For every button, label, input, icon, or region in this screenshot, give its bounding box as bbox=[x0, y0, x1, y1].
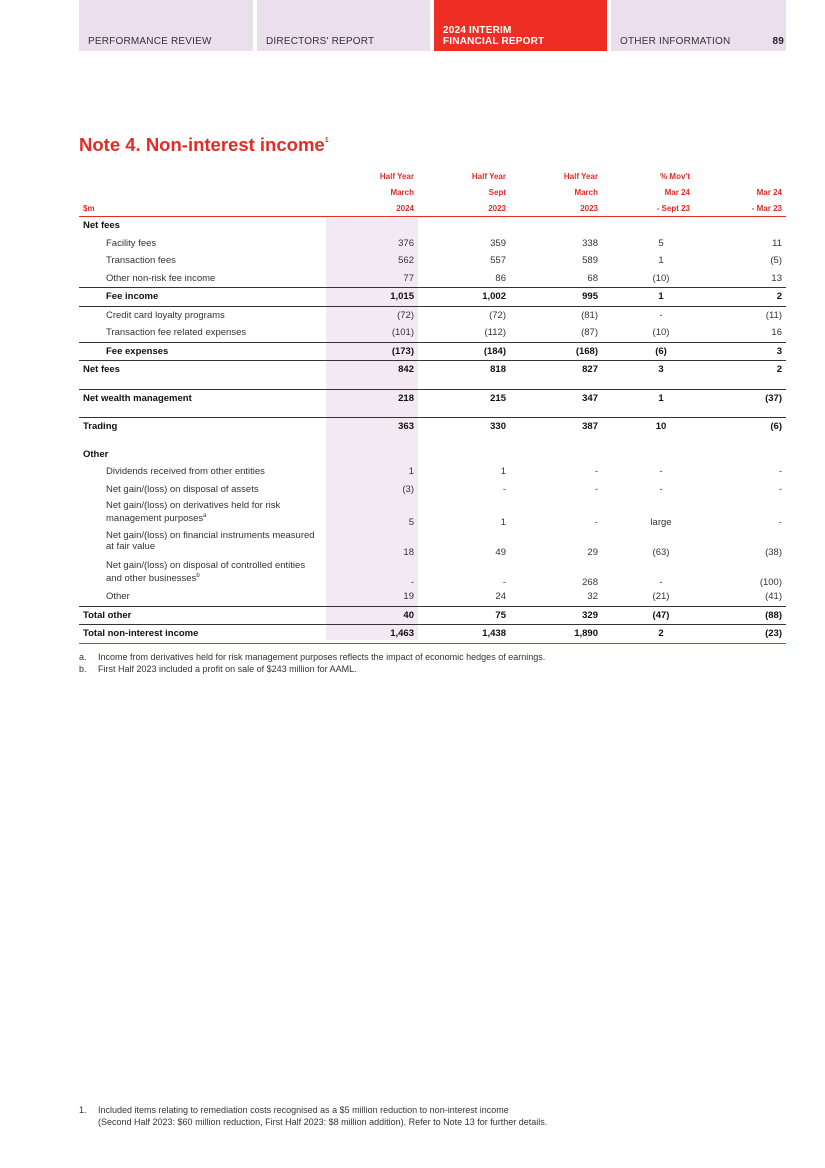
value-cell: 68 bbox=[587, 272, 598, 284]
row-footnote-marker: b bbox=[196, 573, 200, 579]
value-cell: - bbox=[778, 517, 782, 528]
value-cell: - bbox=[659, 577, 663, 588]
row-label bbox=[79, 389, 326, 407]
value-cell: 3 bbox=[602, 361, 694, 379]
row-label bbox=[79, 558, 326, 588]
row-label-text: Other bbox=[106, 591, 130, 603]
page-footnote-key: 1. bbox=[79, 1105, 87, 1115]
row-label-text: Dividends received from other entities bbox=[106, 466, 265, 478]
value-cell: 11 bbox=[772, 237, 782, 249]
value-cell: 40 bbox=[326, 606, 418, 625]
row-label bbox=[79, 270, 326, 288]
value-cell bbox=[326, 217, 418, 235]
value-cell: 16 bbox=[771, 327, 782, 339]
table-note bbox=[79, 651, 545, 663]
value-cell: 86 bbox=[495, 272, 506, 284]
value-cell: large bbox=[650, 517, 672, 528]
value-cell: 49 bbox=[495, 547, 506, 558]
row-label bbox=[79, 235, 326, 253]
table-row bbox=[79, 463, 786, 481]
value-cell: 1 bbox=[500, 517, 506, 528]
value-cell: 10 bbox=[602, 418, 694, 436]
row-label-text: Fee expenses bbox=[106, 345, 169, 357]
value-cell: (6) bbox=[694, 418, 786, 436]
value-cell bbox=[326, 446, 418, 464]
row-label bbox=[79, 418, 326, 436]
table-row bbox=[79, 606, 786, 625]
value-cell: 13 bbox=[771, 272, 782, 284]
value-cell: (38) bbox=[765, 547, 782, 558]
table-row bbox=[79, 217, 786, 235]
row-label-text: Net gain/(loss) on disposal of assets bbox=[106, 483, 259, 495]
note-key: a. bbox=[79, 652, 87, 662]
value-cell bbox=[418, 446, 510, 464]
value-cell: 1 bbox=[602, 389, 694, 407]
row-footnote-marker: a bbox=[203, 513, 207, 519]
value-cell: (168) bbox=[510, 342, 602, 361]
row-label-text: Total other bbox=[83, 609, 132, 621]
value-cell: - bbox=[594, 517, 598, 528]
note-title bbox=[79, 134, 329, 156]
value-cell: (6) bbox=[602, 342, 694, 361]
value-cell: - bbox=[659, 483, 663, 495]
value-cell: 827 bbox=[510, 361, 602, 379]
row-spacer bbox=[79, 407, 786, 418]
value-cell: 557 bbox=[490, 255, 506, 267]
value-cell: - bbox=[502, 483, 506, 495]
row-label bbox=[79, 481, 326, 499]
value-cell bbox=[510, 217, 602, 235]
header-col1-line1: Half Year bbox=[379, 171, 414, 181]
value-cell: 2 bbox=[694, 361, 786, 379]
row-label-text: Other bbox=[83, 448, 109, 460]
value-cell: - bbox=[594, 483, 598, 495]
value-cell: 589 bbox=[582, 255, 598, 267]
header-col3-line2: March bbox=[574, 187, 598, 197]
row-label bbox=[79, 625, 326, 644]
title-footnote-marker: 1 bbox=[324, 137, 329, 144]
value-cell: (10) bbox=[652, 272, 670, 284]
value-cell: (112) bbox=[484, 327, 506, 339]
row-label-text: Other non-risk fee income bbox=[106, 272, 216, 284]
value-cell: 1 bbox=[408, 466, 414, 478]
table-row bbox=[79, 528, 786, 558]
value-cell: (72) bbox=[418, 306, 510, 324]
row-spacer bbox=[79, 436, 786, 446]
value-cell: 32 bbox=[587, 591, 598, 603]
value-cell: 1,463 bbox=[326, 625, 418, 644]
value-cell: 1,015 bbox=[326, 288, 418, 307]
row-label bbox=[79, 498, 326, 528]
value-cell bbox=[510, 446, 602, 464]
value-cell: - bbox=[502, 577, 506, 588]
header-cell bbox=[79, 184, 326, 200]
row-label bbox=[79, 361, 326, 379]
value-cell: 215 bbox=[418, 389, 510, 407]
table-notes bbox=[79, 651, 545, 675]
value-cell: 19 bbox=[403, 591, 414, 603]
table-row bbox=[79, 558, 786, 588]
table-note bbox=[79, 663, 545, 675]
page-footnote-line1: Included items relating to remediation costs recognised as a $5 million reduction to non-interest income bbox=[98, 1105, 509, 1115]
header-cell bbox=[79, 168, 326, 184]
value-cell: 1,002 bbox=[418, 288, 510, 307]
value-cell: 330 bbox=[418, 418, 510, 436]
row-label-text: Total non-interest income bbox=[83, 628, 199, 640]
page-number: 89 bbox=[772, 36, 784, 47]
value-cell bbox=[694, 446, 786, 464]
row-label-text: Net gain/(loss) on derivatives held for risk management purposes bbox=[106, 500, 281, 525]
value-cell: 359 bbox=[490, 237, 506, 249]
header-col4-line2: - Sept 23 bbox=[602, 200, 694, 217]
value-cell: 818 bbox=[418, 361, 510, 379]
value-cell: 29 bbox=[587, 547, 598, 558]
row-label-text: Fee income bbox=[106, 291, 159, 303]
value-cell: 3 bbox=[694, 342, 786, 361]
table-row bbox=[79, 288, 786, 307]
value-cell: (10) bbox=[652, 327, 670, 339]
value-cell: 5 bbox=[408, 517, 414, 528]
spacer-cell bbox=[79, 407, 786, 418]
value-cell: (173) bbox=[326, 342, 418, 361]
header-col4-line1: Mar 24 bbox=[664, 187, 690, 197]
value-cell: 842 bbox=[326, 361, 418, 379]
table-row bbox=[79, 235, 786, 253]
value-cell bbox=[602, 446, 694, 464]
value-cell bbox=[418, 217, 510, 235]
value-cell: - bbox=[778, 466, 782, 478]
row-label bbox=[79, 342, 326, 361]
table-row bbox=[79, 625, 786, 644]
spacer-cell bbox=[79, 436, 786, 446]
value-cell bbox=[694, 217, 786, 235]
value-cell: 1,438 bbox=[418, 625, 510, 644]
nav-tab-interim-financial-report[interactable] bbox=[434, 0, 607, 51]
header-col5-line1: Mar 24 bbox=[756, 187, 782, 197]
note-text: First Half 2023 included a profit on sale of $243 million for AAML. bbox=[98, 664, 357, 674]
table-row bbox=[79, 588, 786, 606]
nav-tab-label: DIRECTORS' REPORT bbox=[266, 36, 375, 47]
note-title-text: Note 4. Non-interest income bbox=[79, 134, 325, 155]
value-cell: 2 bbox=[694, 288, 786, 307]
row-label bbox=[79, 528, 326, 558]
row-label-text: Transaction fee related expenses bbox=[106, 327, 247, 339]
table-row bbox=[79, 361, 786, 379]
table-row bbox=[79, 252, 786, 270]
row-spacer bbox=[79, 379, 786, 390]
row-label bbox=[79, 306, 326, 324]
header-col2-line3: 2023 bbox=[418, 200, 510, 217]
value-cell: 1,890 bbox=[510, 625, 602, 644]
nav-tab-label: OTHER INFORMATION bbox=[620, 36, 731, 47]
top-navigation bbox=[79, 0, 786, 51]
value-cell: 5 bbox=[658, 237, 664, 249]
value-cell: 1 bbox=[658, 255, 664, 267]
header-movement-title: % Mov't bbox=[660, 171, 690, 181]
row-label bbox=[79, 217, 326, 235]
header-col3-line3: 2023 bbox=[510, 200, 602, 217]
value-cell: (72) bbox=[326, 306, 418, 324]
value-cell: 376 bbox=[398, 237, 414, 249]
row-label bbox=[79, 324, 326, 342]
value-cell bbox=[602, 217, 694, 235]
header-col2-line1: Half Year bbox=[471, 171, 506, 181]
row-label-text: Net gain/(loss) on disposal of controlled entities and other businesses bbox=[106, 560, 306, 585]
note-key: b. bbox=[79, 664, 87, 674]
value-cell: 268 bbox=[582, 577, 598, 588]
value-cell: (3) bbox=[402, 483, 414, 495]
value-cell: (11) bbox=[694, 306, 786, 324]
value-cell: 24 bbox=[495, 591, 506, 603]
value-cell: (47) bbox=[602, 606, 694, 625]
value-cell: (101) bbox=[391, 327, 414, 339]
value-cell: 347 bbox=[510, 389, 602, 407]
value-cell: (88) bbox=[694, 606, 786, 625]
nav-tab-label: 2024 INTERIM FINANCIAL REPORT bbox=[443, 25, 545, 47]
header-col3-line1: Half Year bbox=[563, 171, 598, 181]
header-col5-line2: - Mar 23 bbox=[694, 200, 786, 217]
value-cell: (63) bbox=[652, 547, 670, 558]
row-label bbox=[79, 463, 326, 481]
table-row bbox=[79, 342, 786, 361]
value-cell: (184) bbox=[418, 342, 510, 361]
table-row bbox=[79, 418, 786, 436]
page-footnote bbox=[79, 1105, 547, 1128]
value-cell: 77 bbox=[403, 272, 414, 284]
nav-tab-label: PERFORMANCE REVIEW bbox=[88, 36, 212, 47]
value-cell: - bbox=[410, 577, 414, 588]
value-cell: (21) bbox=[652, 591, 670, 603]
row-label bbox=[79, 252, 326, 270]
header-cell bbox=[694, 168, 786, 184]
value-cell: 218 bbox=[326, 389, 418, 407]
row-label bbox=[79, 446, 326, 464]
header-col1-line2: March bbox=[390, 187, 414, 197]
value-cell: 1 bbox=[602, 288, 694, 307]
value-cell: 1 bbox=[500, 466, 506, 478]
spacer-cell bbox=[79, 379, 786, 390]
row-label-text: Transaction fees bbox=[106, 255, 176, 267]
page-footnote-line2: (Second Half 2023: $60 million reduction, First Half 2023: $8 million addition). Refer to Note 13 for further details. bbox=[98, 1116, 548, 1127]
value-cell: (37) bbox=[694, 389, 786, 407]
row-label bbox=[79, 606, 326, 625]
row-label-text: Net wealth management bbox=[83, 392, 192, 404]
value-cell: 18 bbox=[403, 547, 414, 558]
non-interest-income-table bbox=[79, 168, 786, 644]
table-row bbox=[79, 498, 786, 528]
value-cell: (5) bbox=[770, 255, 782, 267]
value-cell: - bbox=[659, 466, 663, 478]
value-cell: (41) bbox=[765, 591, 782, 603]
value-cell: - bbox=[602, 306, 694, 324]
header-col1-line3: 2024 bbox=[326, 200, 418, 217]
row-label bbox=[79, 588, 326, 606]
value-cell: 387 bbox=[510, 418, 602, 436]
table-row bbox=[79, 306, 786, 324]
row-label-text: Net fees bbox=[83, 220, 120, 232]
table-row bbox=[79, 481, 786, 499]
table-row bbox=[79, 389, 786, 407]
header-unit: $m bbox=[79, 200, 326, 217]
nav-tab-other-information[interactable] bbox=[611, 0, 786, 51]
value-cell: (81) bbox=[510, 306, 602, 324]
value-cell: 338 bbox=[582, 237, 598, 249]
value-cell: (100) bbox=[759, 577, 782, 588]
value-cell: - bbox=[594, 466, 598, 478]
table-row bbox=[79, 270, 786, 288]
value-cell: (87) bbox=[581, 327, 598, 339]
header-col2-line2: Sept bbox=[488, 187, 506, 197]
row-label-text: Credit card loyalty programs bbox=[106, 309, 225, 321]
value-cell: 995 bbox=[510, 288, 602, 307]
row-label bbox=[79, 288, 326, 307]
value-cell: - bbox=[778, 483, 782, 495]
row-label-text: Net gain/(loss) on financial instruments measured at fair value bbox=[106, 530, 315, 552]
value-cell: 75 bbox=[418, 606, 510, 625]
row-label-text: Net fees bbox=[83, 364, 120, 376]
value-cell: 2 bbox=[602, 625, 694, 644]
nav-tab-performance-review[interactable] bbox=[79, 0, 253, 51]
table-row bbox=[79, 446, 786, 464]
value-cell: 562 bbox=[398, 255, 414, 267]
value-cell: 363 bbox=[326, 418, 418, 436]
note-text: Income from derivatives held for risk management purposes reflects the impact of economic hedges of earnings. bbox=[98, 652, 546, 662]
value-cell: (23) bbox=[694, 625, 786, 644]
row-label-text: Trading bbox=[83, 421, 118, 433]
table-row bbox=[79, 324, 786, 342]
row-label-text: Facility fees bbox=[106, 237, 157, 249]
value-cell: 329 bbox=[510, 606, 602, 625]
nav-tab-directors-report[interactable] bbox=[257, 0, 430, 51]
